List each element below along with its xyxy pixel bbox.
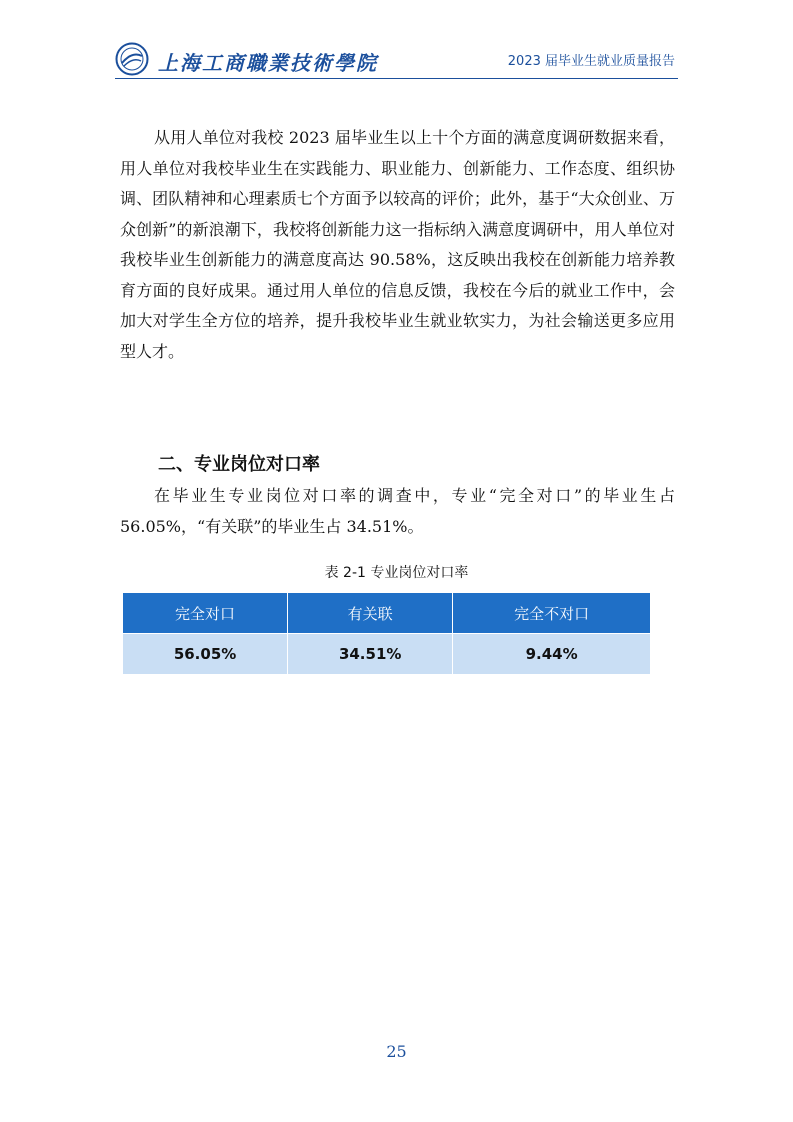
table-header-cell: 完全对口 bbox=[123, 593, 288, 634]
table-row bbox=[123, 634, 651, 675]
section-title: 二、专业岗位对口率 bbox=[158, 454, 320, 475]
paragraph-employer-satisfaction: 从用人单位对我校 2023 届毕业生以上十个方面的满意度调研数据来看，用人单位对我校毕业生在实践能力、职业能力、创新能力、工作态度、组织协调、团队精神和心理素质七个方面予以较高的评价；此外，基于“大众创业、万众创新”的新浪潮下，我校将创新能力这一指标纳入满意度调研中，用人单位对我校毕业生创新能力的满意度高达 90.58%，这反映出我校在创新能力培养教育方面的良好成果。通过用人单位的信息反馈，我校在今后的就业工作中，会加大对学生全方位的培养，提升我校毕业生就业软实力，为社会输送更多应用型人才。 bbox=[120, 128, 675, 361]
table-cell: 56.05% bbox=[123, 634, 288, 675]
school-name: 上海工商職業技術學院 bbox=[158, 51, 378, 75]
report-title: 2023 届毕业生就业质量报告 bbox=[507, 54, 675, 69]
table-cell: 34.51% bbox=[288, 634, 453, 675]
table-cell: 9.44% bbox=[453, 634, 651, 675]
table-header-row bbox=[123, 593, 651, 634]
page-header bbox=[0, 0, 793, 82]
school-logo-icon bbox=[115, 42, 149, 76]
page-number: 25 bbox=[386, 1042, 407, 1061]
job-match-table bbox=[122, 592, 651, 675]
table-header-cell: 有关联 bbox=[288, 593, 453, 634]
table-header-cell: 完全不对口 bbox=[453, 593, 651, 634]
header-divider bbox=[115, 78, 678, 79]
table-caption: 表 2-1 专业岗位对口率 bbox=[324, 565, 469, 581]
paragraph-job-match: 在毕业生专业岗位对口率的调查中，专业“完全对口”的毕业生占 56.05%，“有关联”的毕业生占 34.51%。 bbox=[120, 486, 675, 536]
